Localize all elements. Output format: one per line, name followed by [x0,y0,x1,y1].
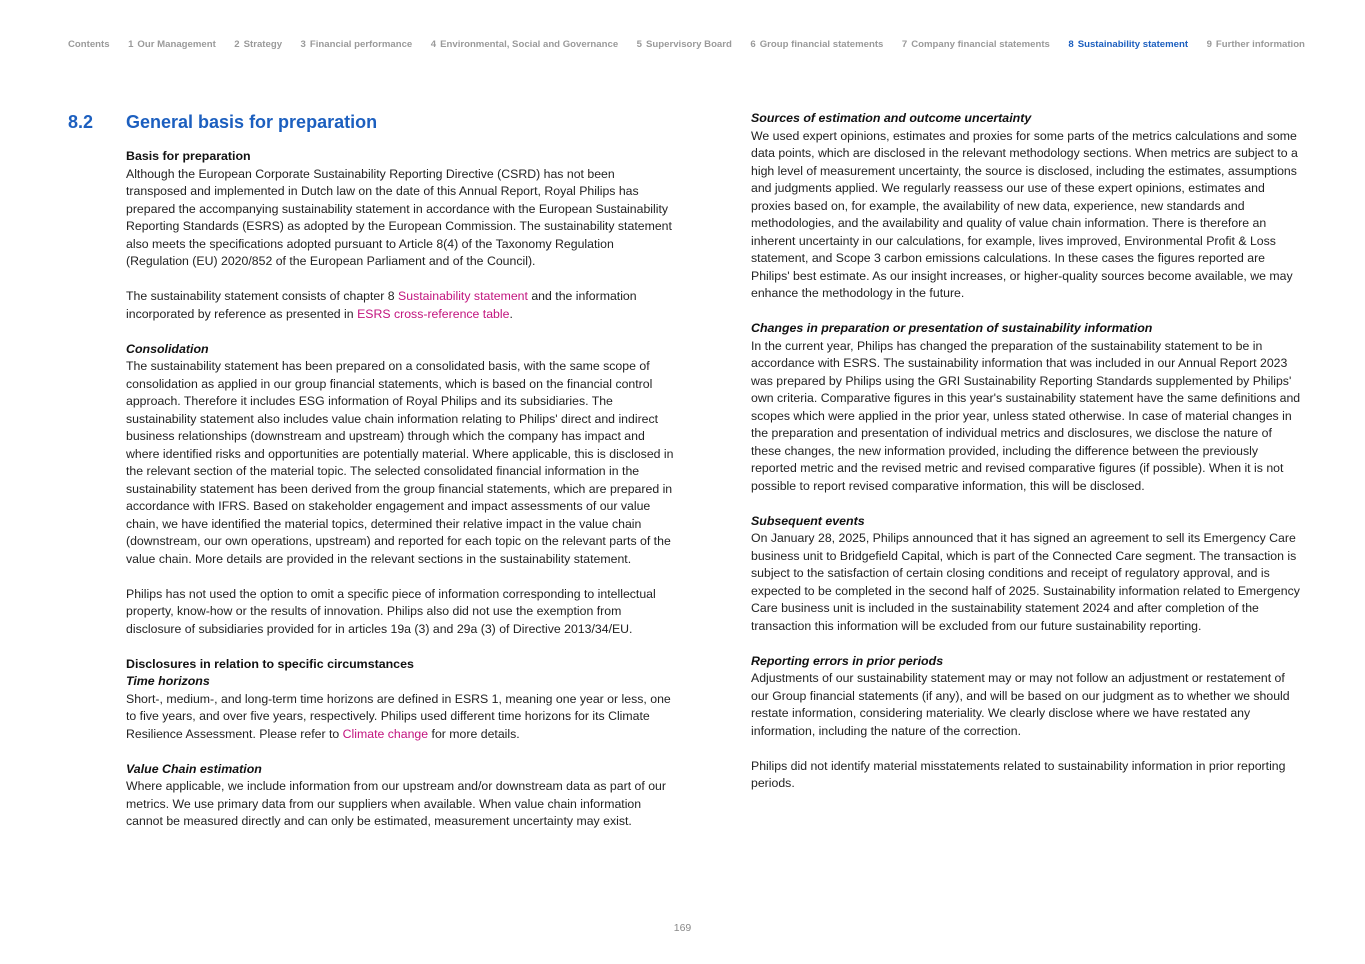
nav-item-group-financial-statements[interactable] [750,39,883,50]
nav-item-number: 1 [128,39,134,50]
changes-paragraph: In the current year, Philips has changed the preparation of the sustainability statement to be in accordance with ESRS. The sustainability information that was included in our Annual Report 2023 was prepared by Philips using the GRI Sustainability Reporting Standards supplemented by Philips' own criteria. Comparative figures in this year's sustainability statement have the same definitions and scopes which were applied in the prior year, unless stated otherwise. In case of material changes in the preparation and presentation of individual metrics and disclosures, we disclose the nature of these changes, the new information provided, including the difference between the previously reported metric and the revised metric and revised comparative figures (if possible). When it is not possible to report revised comparative information, this will be disclosed. [751,338,1301,493]
nav-item-label: Supervisory Board [646,39,732,50]
nav-item-number: 5 [636,39,643,50]
right-column [751,110,1303,810]
nav-item-esg[interactable] [431,39,618,50]
nav-item-contents[interactable] [68,39,110,50]
nav-item-label: Our Management [137,39,216,50]
page-number: 169 [673,922,692,934]
section-heading [68,110,674,134]
consolidation-paragraph-2: Philips has not used the option to omit a specific piece of information corresponding to intellectual property, know-how or the results of innovation. Philips also did not use the exemption from disclosure of subsidiaries provided for in articles 19a (3) and 29a (3) of Directive 2013/34/EU. [126,586,656,636]
basis-heading: Basis for preparation [126,149,251,163]
top-navigation [68,39,1305,50]
left-body [126,148,674,831]
consolidation-heading: Consolidation [126,341,209,356]
section-title: General basis for preparation [126,112,378,132]
nav-item-label: Company financial statements [911,39,1050,50]
sustainability-statement-link[interactable]: Sustainability statement [398,289,528,303]
left-column [68,110,674,848]
basis-paragraph-2 [126,288,674,323]
nav-item-number: 7 [901,39,908,50]
nav-item-supervisory-board[interactable] [637,39,732,50]
nav-item-number: 2 [234,39,240,50]
nav-item-label: Financial performance [309,39,413,50]
sources-heading: Sources of estimation and outcome uncertainty [751,111,1032,125]
esrs-cross-reference-link[interactable]: ESRS cross-reference table [357,306,510,321]
reporting-errors-heading: Reporting errors in prior periods [751,653,944,668]
nav-item-label: Group financial statements [759,39,884,50]
nav-item-further-information[interactable] [1207,39,1305,50]
time-text-a: Short-, medium-, and long-term time horizons are defined in ESRS 1, meaning one year or less, one to five years, and over five years, respectively. Philips used different time horizons for its Climate Resilience Assessment. Please refer to [126,691,671,741]
nav-item-sustainability-statement[interactable] [1068,39,1188,50]
section-number: 8.2 [68,112,94,132]
climate-change-link[interactable]: Climate change [342,726,429,741]
basis-p2-text-c: . [509,306,513,321]
nav-item-label: Environmental, Social and Governance [440,39,619,50]
nav-item-label: Strategy [243,39,283,50]
nav-item-strategy[interactable] [234,39,282,50]
value-chain-heading: Value Chain estimation [126,761,262,776]
consolidation-paragraph-1: The sustainability statement has been prepared on a consolidated basis, with the same scope of consolidation as applied in our group financial statements, which is based on the financial control approach. Therefore it includes ESG information of Royal Philips and its subsidiaries. The sustainability statement also includes value chain information relating to Philips' direct and indirect business relationships (downstream and upstream) through which the company has impact and where identified risks and opportunities are potentially material. Where applicable, this is disclosed in the relevant section of the material topic. The selected consolidated financial information in the sustainability statement has been derived from the group financial statements, which are prepared in accordance with IFRS. Based on stakeholder engagement and impact assessments of our value chain, we have identified the material topics, determined their relative impact in the value chain (downstream, our own operations, upstream) and reported for each topic on the relevant parts of the value chain. More details are provided in the relevant sections in the sustainability statement. [126,359,674,566]
nav-item-our-management[interactable] [128,39,216,50]
nav-item-label: Sustainability statement [1077,39,1189,50]
nav-item-financial-performance[interactable] [301,39,413,50]
nav-item-label: Further information [1215,39,1305,50]
nav-item-number: 9 [1206,39,1212,50]
changes-heading: Changes in preparation or presentation of sustainability information [751,321,1153,335]
nav-item-number: 6 [750,39,756,50]
nav-item-company-financial-statements[interactable] [902,39,1050,50]
disclosures-heading: Disclosures in relation to specific circumstances [126,656,414,671]
time-horizons-paragraph [126,691,674,744]
subsequent-events-heading: Subsequent events [751,513,865,528]
basis-paragraph-1: Although the European Corporate Sustainability Reporting Directive (CSRD) has not been transposed and implemented in Dutch law on the date of this Annual Report, Royal Philips has prepared the accompanying sustainability statement in accordance with the European Sustainability Reporting Standards (ESRS) as adopted by the European Commission. The sustainability statement also meets the specifications adopted pursuant to Article 8(4) of the Taxonomy Regulation (Regulation (EU) 2020/852 of the European Parliament and of the Council). [126,166,672,268]
reporting-errors-paragraph-1: Adjustments of our sustainability statement may or may not follow an adjustment or restatement of our Group financial statements (if any), and will be based on our judgment as to whether we should restate information, considering materiality. We clearly disclose where we have restated any information, including the nature of the correction. [751,671,1290,738]
subsequent-events-paragraph: On January 28, 2025, Philips announced that it has signed an agreement to sell its Emergency Care business unit to Bridgefield Capital, which is part of the Connected Care segment. The transaction is subject to the satisfaction of certain closing conditions and receipt of regulatory approval, and is expected to be completed in the second half of 2025. Sustainability information related to Emergency Care business unit is included in the sustainability statement 2024 and after completion of the transaction this information will be excluded from our future sustainability reporting. [751,531,1300,633]
basis-p2-text-b: and the information incorporated by reference as presented in [126,289,637,321]
basis-p2-text-a: The sustainability statement consists of chapter 8 [126,289,399,303]
nav-item-label: Contents [68,39,110,50]
time-text-b: for more details. [428,726,520,741]
time-horizons-heading: Time horizons [126,674,210,688]
reporting-errors-paragraph-2: Philips did not identify material misstatements related to sustainability information in prior reporting periods. [751,758,1286,790]
nav-item-number: 8 [1068,39,1074,50]
nav-item-number: 4 [430,39,437,50]
nav-item-number: 3 [300,39,306,50]
sources-paragraph: We used expert opinions, estimates and proxies for some parts of the metrics calculations and some data points, which are disclosed in the relevant methodology sections. When metrics are subject to a high level of measurement uncertainty, the source is disclosed, including the estimates, assumptions and judgments applied. We regularly reassess our use of these expert opinions, estimates and proxies based on, for example, the availability of new data, experience, new standards and methodologies, and the availability and quality of value chain information. There is therefore an inherent uncertainty in our calculations, for example, lives improved, Environmental Profit & Loss statement, and Scope 3 carbon emissions calculations. In these cases the figures reported are Philips' best estimate. As our insight increases, or higher-quality sources become available, we may enhance the methodology in the future. [751,128,1298,300]
value-chain-paragraph: Where applicable, we include information from our upstream and/or downstream data as part of our metrics. We use primary data from our suppliers when available. When value chain information cannot be measured directly and can only be estimated, measurement uncertainty may exist. [126,779,666,828]
